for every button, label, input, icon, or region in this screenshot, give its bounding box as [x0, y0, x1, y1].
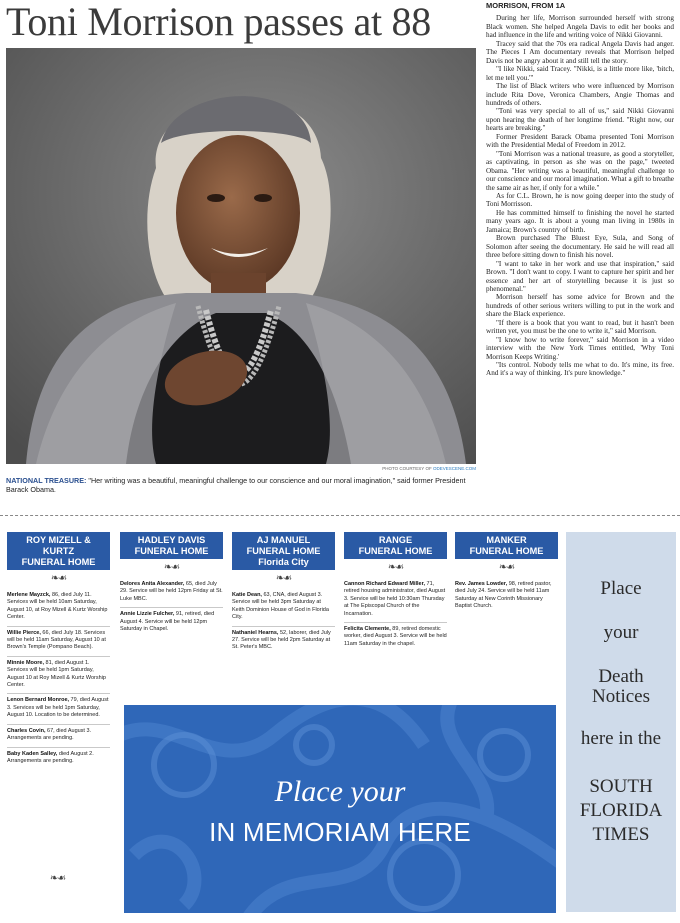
memoriam-script-line: Place your [274, 775, 406, 808]
article-paragraph: The list of Black writers who were influenced by Morrison include Rita Dove, Veronica Chambers, Angie Thomas and hundreds of others. [486, 82, 674, 107]
ornament-icon: ❧☙ [275, 573, 292, 584]
article-paragraph: Tracey said that the 70s era radical Angela Davis had anger. The Pieces I Am documentary reveals that Morrison helped Davis not be angry about it and still tell the story. [486, 39, 674, 65]
deceased-name: Delores Anita Alexander, [120, 581, 185, 587]
article-paragraph: He has committed himself to finishing the novel he started many years ago. It is about a young man living in 1980s in Jamaica; Brown's country of birth. [486, 208, 674, 234]
ad-line: SOUTH [589, 776, 653, 797]
section-divider [0, 515, 680, 516]
obituary-entry [7, 589, 110, 627]
article-paragraph: "Toni Morrison was a national treasure, as good a storyteller, as captivating, in person as she was on the page," tweeted Obama. "Her writing was a beautiful, meaningful challenge to our conscience and our moral imagination. What a gift to breathe the same air as her, if only for a while." [486, 149, 674, 192]
funeral-home-manker [455, 532, 558, 615]
banner-line: FUNERAL HOME [246, 546, 321, 556]
obituary-details: 91, retired, died August 4. Service will be held 12pm Saturday in Chapel. [120, 611, 215, 633]
article-paragraph: Morrison herself has some advice for Brown and the hundreds of other serious writers willing to put in the work and share the Black experience. [486, 293, 674, 319]
obituary-entry [7, 627, 110, 657]
photo-caption [6, 476, 476, 494]
article-paragraph: "Its control. Nobody tells me what to do. It's mine, its free. And it's a way of thinking. It's pure knowledge." [486, 361, 674, 378]
banner-line: FUNERAL HOME [134, 546, 209, 556]
article-paragraph: During her life, Morrison surrounded herself with strong Black women. She helped Angela Davis to edit her books and had influence in the life and writing voice of Nikki Giovanni. [486, 14, 674, 40]
deceased-name: Katie Dean, [232, 592, 262, 598]
funeral-home-range [344, 532, 447, 652]
obituary-entry [344, 623, 447, 652]
obituary-entry [232, 627, 335, 656]
memoriam-block-line: IN MEMORIAM HERE [209, 817, 471, 847]
obituary-details: 89, retired domestic worker, died August 3. Service will be held 11am Saturday in the chapel. [344, 626, 447, 647]
funeral-home-banner [344, 532, 447, 559]
funeral-home-aj-manuel [232, 532, 335, 656]
ad-line: FLORIDA [579, 800, 663, 821]
deceased-name: Rev. James Lowder, [455, 581, 508, 587]
deceased-name: Willie Pierce, [7, 629, 41, 636]
photo-credit-link[interactable]: ODEVESCENE.COM [432, 466, 476, 471]
deceased-name: Felicita Clemente, [344, 626, 391, 633]
obituary-details: 86, died July 11. Services will be held 10am Saturday, August 10, at Roy Mizell & Kurtz Worship Center. [7, 592, 108, 621]
ornament-icon: ❧☙ [498, 562, 515, 573]
banner-line: Florida City [258, 557, 309, 567]
banner-line: FUNERAL HOME [21, 557, 96, 567]
funeral-home-banner [120, 532, 223, 559]
banner-line: RANGE [378, 535, 413, 545]
in-memoriam-ad[interactable] [124, 705, 556, 913]
funeral-home-roy-mizell-kurtz [7, 532, 110, 769]
obituary-details: 98, retired pastor, died July 24. Service will be held 11am Saturday at New Corinth Missionary Baptist Church. [455, 581, 552, 610]
deceased-name: Charles Covin, [7, 727, 46, 734]
ad-line: Death [598, 666, 644, 687]
swirl-pattern-icon [124, 705, 556, 913]
ad-line: Notices [591, 686, 651, 707]
obituary-entry [344, 578, 447, 623]
banner-line: ROY MIZELL & [26, 535, 91, 545]
ad-line: your [603, 622, 639, 643]
portrait-photo [6, 48, 476, 464]
obituary-entry [7, 725, 110, 748]
obituary-entry [7, 748, 110, 770]
banner-line: HADLEY DAVIS [137, 535, 206, 545]
funeral-home-banner [232, 532, 335, 570]
ornament-icon: ❧☙ [387, 562, 404, 573]
obituary-entry [232, 589, 335, 627]
deceased-name: Merlene Mayzck, [7, 592, 51, 598]
obituary-entry [120, 578, 223, 608]
deceased-name: Minnie Moore, [7, 659, 44, 666]
obituary-details: 65, died July 29. Service will be held 12pm Friday at St. Luke MBC. [120, 581, 223, 602]
ad-line: here in the [580, 728, 662, 749]
article-paragraph: As for C.L. Brown, he is now going deeper into the study of Toni Morrisson. [486, 191, 674, 209]
obituary-details: 63, CNA, died August 3. Service will be held 3pm Saturday at Keith Dominion House of God in Florida City. [232, 592, 329, 621]
obituary-details: 52, laborer, died July 27. Service will be held 2pm Saturday at St. Peter's MBC. [232, 629, 331, 651]
article-paragraph: "I want to take in her work and use that inspiration," said Brown. "I don't want to copy. I want to capture her spirit and her essence and her art of storytelling because it is just so phenomenal." [486, 259, 674, 293]
obituary-entry [7, 694, 110, 724]
obituary-entry [7, 657, 110, 695]
article-paragraph: "Toni was very special to all of us," said Nikki Giovanni upon hearing the death of her longtime friend. "Right now, our hearts are breaking." [486, 107, 674, 133]
article-paragraph: "If there is a book that you want to read, but it hasn't been written yet, you must be the one to write it," said Morrison. [486, 318, 674, 336]
funeral-home-banner [7, 532, 110, 570]
obituary-details: 71, retired housing administrator, died August 3. Service will be held 10:30am Thursday at The Episcopal Church of the Incarnation. [344, 581, 446, 617]
article-paragraph: Brown purchased The Bluest Eye, Sula, and Song of Solomon after seeing the documentary. He said he will read all three before sitting down to finish his novel. [486, 234, 674, 260]
funeral-home-hadley-davis [120, 532, 223, 637]
banner-line: MANKER [486, 535, 527, 545]
obituary-details: 81, died August 1. Services will be held 1pm Saturday, August 10 at Roy Mizell & Kurtz Worship Center. [7, 659, 106, 689]
obituary-details: died August 2. Arrangements are pending. [7, 750, 94, 764]
ornament-icon: ❧☙ [50, 573, 67, 584]
ornament-icon: ❧☙ [49, 873, 66, 884]
banner-line: FUNERAL HOME [469, 546, 544, 556]
ornament-icon: ❧☙ [163, 562, 180, 573]
caption-text: "Her writing was a beautiful, meaningful challenge to our conscience and our moral imagination," said former President Barack Obama. [6, 476, 466, 494]
article-paragraph: "I know how to write forever," said Morrison in a video interview with the New York Times entitled, 'Why Toni Morrison Keeps Writing.' [486, 335, 674, 361]
caption-lead: NATIONAL TREASURE: [6, 476, 87, 485]
deceased-name: Baby Kaden Salley, [7, 750, 58, 757]
article-paragraph: Former President Barack Obama presented Toni Morrison with the Presidential Medal of Freedom in 2012. [486, 132, 674, 150]
article-continuation [486, 2, 674, 378]
ad-line: Place [600, 578, 642, 599]
obituary-details: 67, died August 3. Arrangements are pending. [7, 727, 92, 742]
funeral-home-banner [455, 532, 558, 559]
obituary-entry [455, 578, 558, 615]
ad-line: TIMES [592, 824, 650, 845]
obituary-details: 66, died July 18. Services will be held 11am Saturday, August 10 at Brown's Temple (Pompano Beach). [7, 629, 106, 651]
deceased-name: Nathaniel Hearns, [232, 629, 279, 636]
banner-line: AJ MANUEL [256, 535, 311, 545]
photo-credit-prefix: PHOTO COURTESY OF [382, 466, 432, 471]
banner-line: FUNERAL HOME [358, 546, 433, 556]
obituary-entry [120, 608, 223, 637]
place-death-notices-ad[interactable] [566, 532, 676, 912]
banner-line: KURTZ [42, 546, 75, 556]
deceased-name: Annie Lizzie Fulcher, [120, 611, 175, 618]
article-paragraph: "I like Nikki, said Tracey. "Nikki, is a little more like, 'bitch, let me tell you.'" [486, 65, 674, 82]
obituary-details: 79, died August 3. Services will be held 1pm Saturday, August 10. Location to be determined. [7, 697, 109, 719]
deceased-name: Lenon Bernard Monroe, [7, 697, 70, 704]
photo-credit [6, 466, 476, 471]
deceased-name: Cannon Richard Edward Miller, [344, 581, 425, 587]
headline: Toni Morrison passes at 88 [6, 0, 431, 44]
article-kicker: MORRISON, FROM 1A [486, 1, 566, 10]
